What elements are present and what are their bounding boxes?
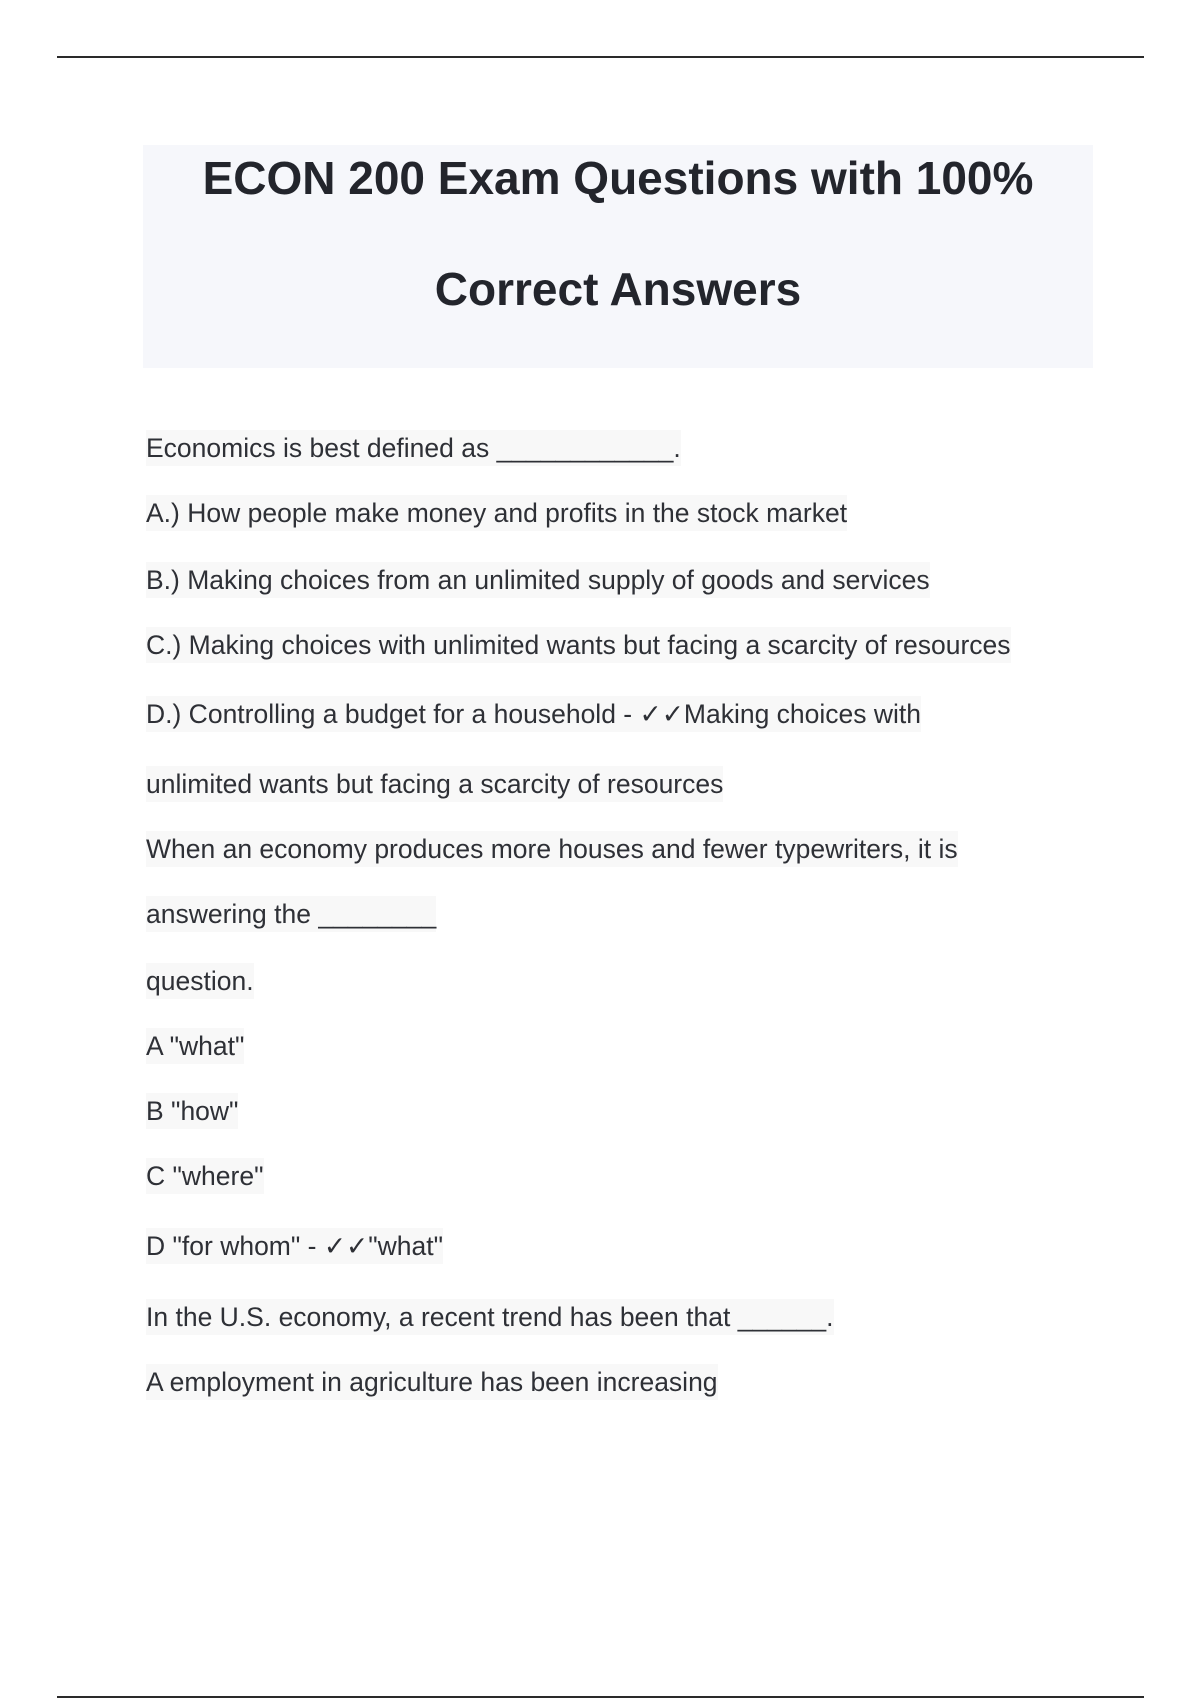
- question-2-option-a: A "what": [146, 1028, 244, 1064]
- question-2-prompt-end: question.: [146, 963, 254, 999]
- title-block: [143, 145, 1093, 368]
- top-rule: [57, 56, 1144, 58]
- bottom-rule: [57, 1696, 1144, 1698]
- title-line-2: Correct Answers: [434, 263, 802, 315]
- question-1-prompt: Economics is best defined as ____________.: [146, 430, 681, 466]
- question-1-option-b: B.) Making choices from an unlimited supply of goods and services: [146, 562, 930, 598]
- question-1-answer-continued: unlimited wants but facing a scarcity of resources: [146, 766, 723, 802]
- title-line-1: ECON 200 Exam Questions with 100%: [202, 152, 1034, 204]
- question-2-option-b: B "how": [146, 1093, 238, 1129]
- question-1-option-a: A.) How people make money and profits in the stock market: [146, 495, 847, 531]
- question-2-option-c: C "where": [146, 1158, 264, 1194]
- question-3-option-a: A employment in agriculture has been increasing: [146, 1364, 718, 1400]
- question-2-prompt: When an economy produces more houses and fewer typewriters, it is: [146, 831, 958, 867]
- question-2-prompt-continued: answering the ________: [146, 896, 436, 932]
- question-1-option-d-answer: D.) Controlling a budget for a household - ✓✓Making choices with: [146, 696, 921, 732]
- question-3-prompt: In the U.S. economy, a recent trend has been that ______.: [146, 1299, 834, 1335]
- question-1-option-c: C.) Making choices with unlimited wants but facing a scarcity of resources: [146, 627, 1011, 663]
- question-2-option-d-answer: D "for whom" - ✓✓"what": [146, 1228, 443, 1264]
